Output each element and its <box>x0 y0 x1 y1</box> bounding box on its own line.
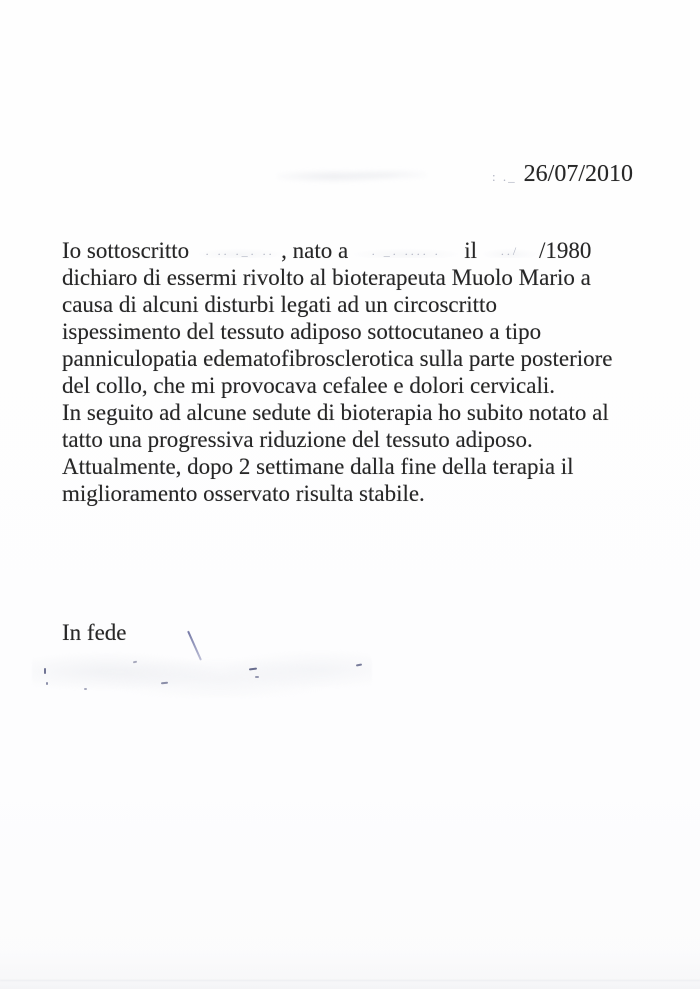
letter-body <box>62 237 613 507</box>
opening-text-3: il <box>464 238 477 263</box>
redacted-signature-area <box>32 650 372 698</box>
signature-ink-remnant <box>46 682 48 685</box>
body-line: ispessimento del tessuto adiposo sottocutaneo a tipo <box>62 319 542 344</box>
scan-edge-artifact <box>0 980 700 982</box>
redaction-smudge <box>277 167 427 184</box>
redacted-text-remnant: : ._ <box>492 169 517 184</box>
body-line: tatto una progressiva riduzione del tessuto adiposo. <box>62 427 533 452</box>
body-line: panniculopatia edematofibrosclerotica sulla parte posteriore <box>62 346 613 371</box>
body-line-opening <box>62 237 613 264</box>
redacted-birthplace-remnant: . _. .... . <box>371 244 441 258</box>
body-line: Attualmente, dopo 2 settimane dalla fine della terapia il <box>62 454 574 479</box>
scan-noise-bottom <box>0 949 700 989</box>
opening-text-1: Io sottoscritto <box>62 238 190 263</box>
body-line: miglioramento osservato risulta stabile. <box>62 481 425 506</box>
redacted-name-remnant: . .. ._. .. <box>205 244 275 258</box>
signature-ink-remnant <box>255 676 259 678</box>
body-line: del collo, che mi provocava cefalee e dolori cervicali. <box>62 373 555 398</box>
body-line: In seguito ad alcune sedute di bioterapia ho subito notato al <box>62 400 609 425</box>
closing-in-fede: In fede <box>62 620 127 645</box>
redacted-name <box>199 238 281 258</box>
opening-text-2: , nato a <box>281 238 349 263</box>
signature-ink-remnant <box>44 668 46 674</box>
redacted-birthdate <box>483 238 537 258</box>
body-line: causa di alcuni disturbi legati ad un circoscritto <box>62 292 497 317</box>
redacted-birthplace <box>354 238 458 258</box>
opening-text-4: /1980 <box>538 238 592 263</box>
letter-date: 26/07/2010 <box>523 161 633 187</box>
signature-ink-remnant <box>84 688 87 690</box>
redacted-birthdate-remnant: ../ <box>500 244 520 258</box>
date-line <box>492 159 633 192</box>
body-line: dichiaro di essermi rivolto al bioterapeuta Muolo Mario a <box>62 265 591 290</box>
